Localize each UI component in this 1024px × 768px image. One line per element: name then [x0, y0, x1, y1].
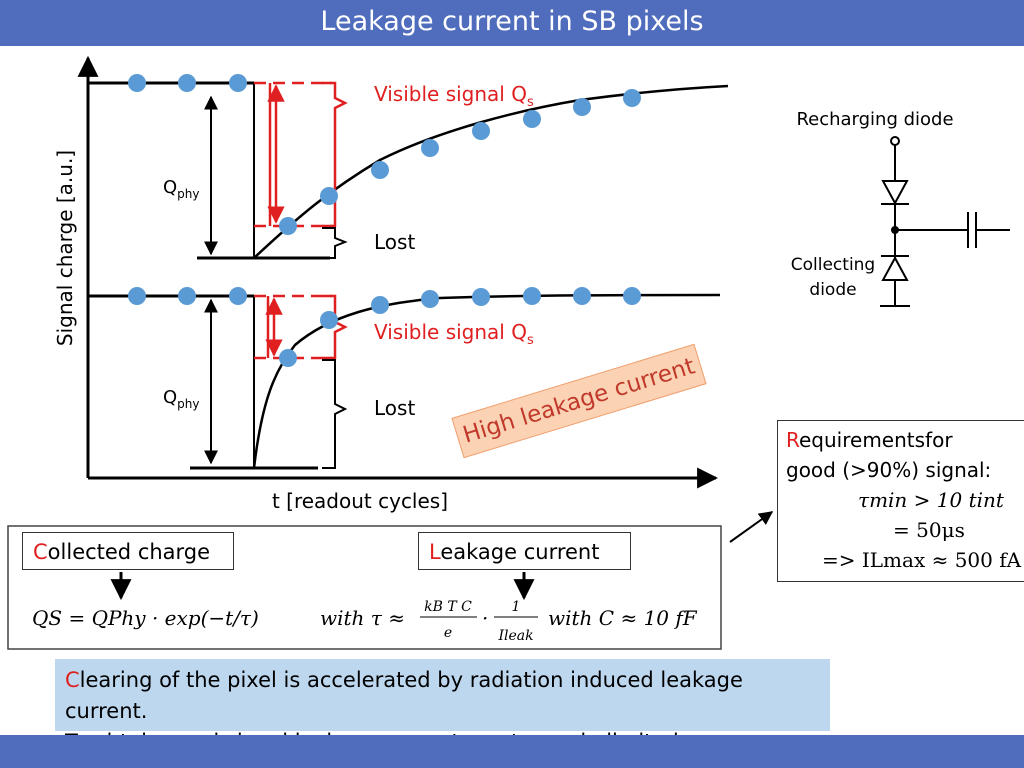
readout-point [523, 110, 541, 128]
lower-qphy-label: $Q_{phy}$ [163, 387, 200, 411]
circuit-terminal [891, 137, 899, 145]
requirements-box [777, 420, 1024, 582]
leakage-formula-tail: with C ≈ 10 fF [548, 606, 697, 630]
upper-visible-bracket [322, 83, 345, 226]
readout-point [320, 311, 338, 329]
readout-point [279, 349, 297, 367]
collecting-diode-label: Collecting [790, 255, 876, 275]
upper-lost-label: Lost [374, 230, 416, 254]
readout-point [472, 122, 490, 140]
note-line1: Clearing of the pixel is accelerated by radiation induced leakage current. [65, 668, 743, 723]
requirements-line2: good (>90%) signal: [786, 458, 992, 482]
readout-point [523, 287, 541, 305]
leakage-frac1-num: kB T C [424, 599, 472, 615]
readout-point [623, 287, 641, 305]
readout-point [421, 290, 439, 308]
leakage-formula-with: with τ ≈ [320, 606, 405, 630]
requirements-arrow [730, 512, 772, 542]
readout-point [371, 161, 389, 179]
readout-point [229, 287, 247, 305]
upper-recovery-curve [254, 86, 728, 258]
y-axis-label: Signal charge [a.u.] [53, 149, 77, 347]
slide-title: Leakage current in SB pixels [0, 0, 1024, 46]
requirements-time: = 50μs [893, 518, 965, 542]
lower-lost-bracket [322, 360, 345, 468]
collected-charge-label: Collected charge [22, 532, 234, 570]
readout-point [320, 187, 338, 205]
readout-point [472, 288, 490, 306]
readout-point [573, 287, 591, 305]
collecting-diode-label-2: diode [809, 280, 857, 300]
readout-point [573, 98, 591, 116]
leakage-current-label: Leakage current [418, 532, 631, 570]
requirements-current: => ILmax ≈ 500 fA [822, 548, 1022, 572]
readout-point [279, 217, 297, 235]
collected-charge-formula: QS = QPhy · exp(−t/τ) [32, 606, 259, 630]
leakage-frac1-den: e [443, 625, 453, 641]
readout-point [128, 74, 146, 92]
readout-point [229, 74, 247, 92]
leakage-frac2-den: Ileak [498, 628, 534, 644]
requirements-heading: Requirementsfor [786, 428, 953, 452]
x-axis-label: t [readout cycles] [271, 489, 449, 513]
readout-point [178, 287, 196, 305]
leakage-dot: · [482, 606, 489, 630]
diode-circuit [880, 137, 1010, 306]
readout-point [371, 296, 389, 314]
upper-lost-bracket [322, 228, 345, 258]
readout-point [623, 89, 641, 107]
collecting-diode-icon [883, 258, 907, 280]
readout-point [128, 287, 146, 305]
readout-point [178, 74, 196, 92]
lower-visible-label: Visible signal $Q_s$ [374, 320, 534, 348]
footer-bar [0, 735, 1024, 768]
requirements-tau: τmin > 10 tint [858, 488, 1004, 512]
upper-visible-label: Visible signal $Q_s$ [374, 82, 534, 110]
high-leakage-label: High leakage current [451, 344, 706, 458]
readout-point [421, 139, 439, 157]
upper-qphy-label: $Q_{phy}$ [163, 177, 200, 201]
recharging-diode-icon [883, 181, 907, 203]
recharging-diode-label: Recharging diode [796, 109, 954, 130]
lower-lost-label: Lost [374, 396, 416, 420]
conclusion-note [55, 659, 830, 731]
leakage-frac2-num: 1 [511, 599, 521, 615]
